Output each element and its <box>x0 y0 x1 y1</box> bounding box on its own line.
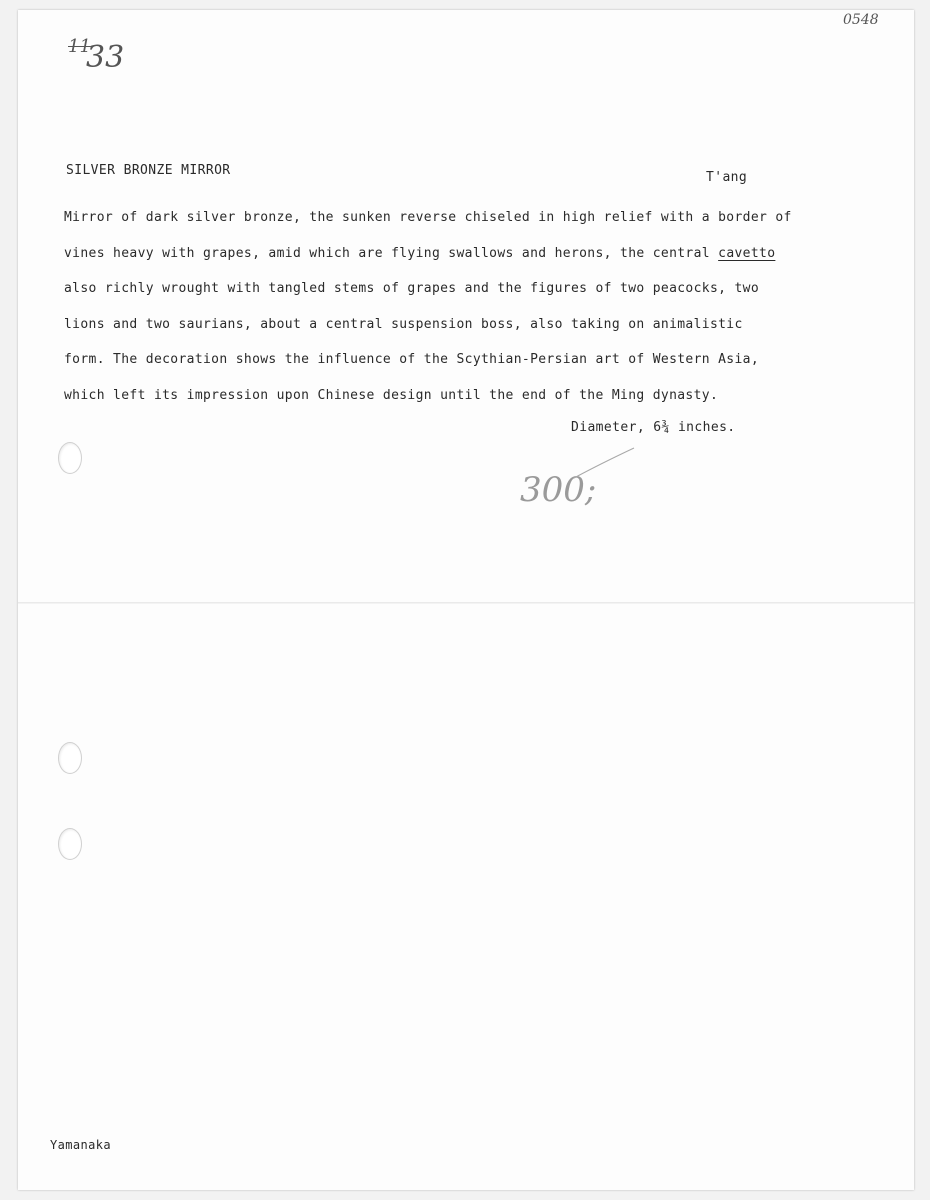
description-line: vines heavy with grapes, amid which are flying swallows and herons, the central cavetto <box>64 245 776 261</box>
document-page <box>18 10 914 1190</box>
description-line: also richly wrought with tangled stems of grapes and the figures of two peacocks, two <box>64 281 760 296</box>
paper-fold-line <box>18 602 914 604</box>
underlined-term: cavetto <box>718 245 776 261</box>
object-dimensions: Diameter, 6¾ inches. <box>571 420 736 435</box>
object-title: SILVER BRONZE MIRROR <box>66 163 231 178</box>
punch-hole <box>58 742 82 774</box>
dealer-name: Yamanaka <box>50 1138 111 1152</box>
description-line: which left its impression upon Chinese design until the end of the Ming dynasty. <box>64 387 719 403</box>
description-line: form. The decoration shows the influence of the Scythian-Persian art of Western Asia, <box>64 352 760 367</box>
description-line: Mirror of dark silver bronze, the sunken reverse chiseled in high relief with a border of <box>64 210 792 225</box>
price-note: 300; <box>520 470 597 510</box>
struck-page-number: 11 <box>68 36 91 57</box>
punch-hole <box>58 442 82 474</box>
description-line: lions and two saurians, about a central suspension boss, also taking on animalistic <box>64 316 743 332</box>
object-description <box>64 200 864 413</box>
page-number: 33 <box>86 40 125 75</box>
archive-number: 0548 <box>843 12 879 28</box>
pencil-stroke <box>570 444 640 484</box>
punch-hole <box>58 828 82 860</box>
object-period: T'ang <box>706 170 748 185</box>
